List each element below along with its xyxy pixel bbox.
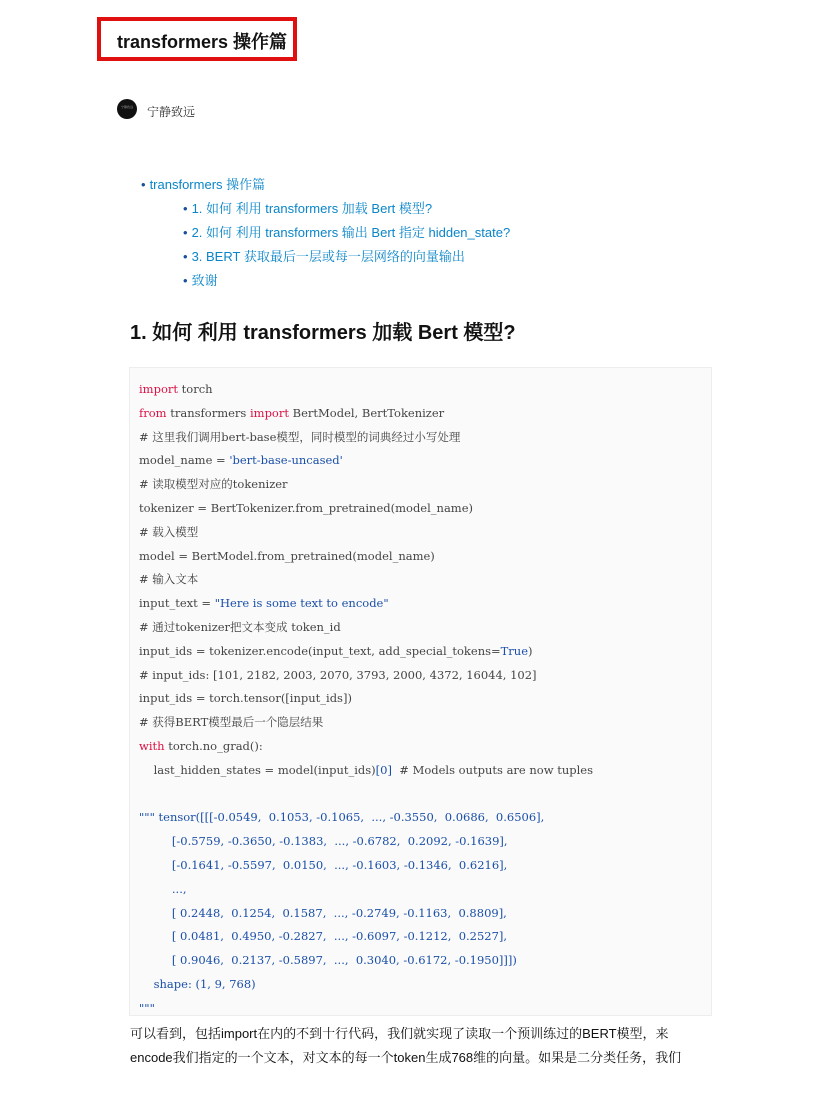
code-token: import bbox=[139, 382, 178, 396]
code-line bbox=[139, 735, 593, 759]
code-block[interactable] bbox=[129, 367, 712, 1016]
code-line bbox=[139, 687, 593, 711]
code-token: """ bbox=[139, 1000, 155, 1015]
code-line bbox=[139, 830, 593, 854]
toc-link-2[interactable]: 2. 如何 利用 transformers 输出 Bert 指定 hidden_state? bbox=[191, 225, 511, 240]
code-token: ) bbox=[528, 643, 533, 658]
code-token: # 载入模型 bbox=[139, 524, 199, 539]
code-line bbox=[139, 925, 593, 949]
code-line bbox=[139, 878, 593, 902]
body-paragraph bbox=[130, 1022, 720, 1070]
code-line bbox=[139, 902, 593, 926]
code-content bbox=[139, 378, 593, 1016]
code-token: True bbox=[500, 643, 529, 658]
code-token: [ 0.9046, 0.2137, -0.5897, ..., 0.3040, -0.6172, -0.1950]]]) bbox=[139, 953, 517, 968]
code-line bbox=[139, 497, 593, 521]
code-token: last_hidden_states = model(input_ids) bbox=[139, 762, 376, 777]
toc-link-top[interactable]: transformers 操作篇 bbox=[149, 177, 266, 192]
code-line bbox=[139, 449, 593, 473]
code-token: model = BertModel.from_pretrained(model_name) bbox=[139, 548, 435, 563]
avatar-text: 宁静致远 bbox=[120, 105, 133, 109]
paragraph-line: 可以看到，包括import在内的不到十行代码，我们就实现了读取一个预训练过的BERT模型，来 bbox=[130, 1026, 669, 1041]
code-line bbox=[139, 402, 593, 426]
code-token: ..., bbox=[139, 881, 187, 896]
table-of-contents bbox=[141, 173, 265, 197]
code-line bbox=[139, 640, 593, 664]
code-token: [0] bbox=[375, 762, 392, 777]
code-token: [ 0.0481, 0.4950, -0.2827, ..., -0.6097, -0.1212, 0.2527], bbox=[139, 929, 508, 944]
code-token: "Here is some text to encode" bbox=[214, 596, 389, 611]
code-line bbox=[139, 545, 593, 569]
code-token: torch.no_grad(): bbox=[164, 738, 263, 753]
code-token: 'bert-base-uncased' bbox=[229, 453, 343, 468]
code-token: input_text = bbox=[139, 596, 215, 611]
paragraph-line: encode我们指定的一个文本，对文本的每一个token生成768维的向量。如果是二分类任务，我们 bbox=[130, 1050, 682, 1065]
code-line bbox=[139, 616, 593, 640]
code-token: BertModel, BertTokenizer bbox=[288, 405, 445, 420]
code-token: [ 0.2448, 0.1254, 0.1587, ..., -0.2749, -0.1163, 0.8809], bbox=[139, 905, 507, 920]
code-line bbox=[139, 664, 593, 688]
code-line bbox=[139, 521, 593, 545]
code-line bbox=[139, 783, 593, 807]
section-heading: 1. 如何 利用 transformers 加载 Bert 模型? bbox=[130, 322, 516, 344]
page-title: transformers 操作篇 bbox=[117, 32, 288, 52]
code-line bbox=[139, 759, 593, 783]
toc-item-top[interactable]: • transformers 操作篇 bbox=[141, 177, 266, 192]
toc-link-thanks[interactable]: 致谢 bbox=[191, 273, 218, 288]
code-token: shape: (1, 9, 768) bbox=[139, 976, 256, 991]
toc-sublist bbox=[183, 197, 510, 293]
code-token: # 输入文本 bbox=[139, 572, 199, 587]
code-token: from bbox=[139, 405, 167, 420]
code-line bbox=[139, 997, 593, 1016]
code-token: model_name = bbox=[139, 453, 230, 468]
code-line bbox=[139, 568, 593, 592]
avatar[interactable] bbox=[117, 99, 137, 119]
toc-item[interactable]: • 致谢 bbox=[183, 273, 218, 288]
code-token: torch bbox=[178, 382, 213, 396]
code-token: # input_ids: [101, 2182, 2003, 2070, 3793, 2000, 4372, 16044, 102] bbox=[139, 667, 537, 682]
toc-item[interactable]: • 2. 如何 利用 transformers 输出 Bert 指定 hidden_state? bbox=[183, 225, 511, 240]
code-token: tokenizer = BertTokenizer.from_pretrained(model_name) bbox=[139, 500, 473, 515]
code-token: [-0.5759, -0.3650, -0.1383, ..., -0.6782, 0.2092, -0.1639], bbox=[139, 834, 508, 849]
code-token: input_ids = torch.tensor([input_ids]) bbox=[139, 691, 352, 706]
code-line bbox=[139, 854, 593, 878]
code-token: input_ids = tokenizer.encode(input_text, add_special_tokens= bbox=[139, 643, 501, 658]
code-line bbox=[139, 426, 593, 450]
code-token: # 通过tokenizer把文本变成 token_id bbox=[139, 619, 341, 634]
code-token: # 这里我们调用bert-base模型，同时模型的词典经过小写处理 bbox=[139, 429, 461, 444]
toc-item[interactable]: • 1. 如何 利用 transformers 加载 Bert 模型? bbox=[183, 201, 433, 216]
code-token: # 读取模型对应的tokenizer bbox=[139, 477, 288, 492]
code-line bbox=[139, 592, 593, 616]
toc-link-1[interactable]: 1. 如何 利用 transformers 加载 Bert 模型? bbox=[191, 201, 433, 216]
code-token: import bbox=[249, 405, 289, 420]
code-line bbox=[139, 378, 593, 402]
toc-link-3[interactable]: 3. BERT 获取最后一层或每一层网络的向量输出 bbox=[191, 249, 465, 264]
code-line bbox=[139, 806, 593, 830]
code-token: [-0.1641, -0.5597, 0.0150, ..., -0.1603, -0.1346, 0.6216], bbox=[139, 857, 508, 872]
code-token: with bbox=[139, 738, 165, 753]
author-name[interactable]: 宁静致远 bbox=[147, 105, 196, 119]
code-token: """ tensor([[[-0.0549, 0.1053, -0.1065, ..., -0.3550, 0.0686, 0.6506], bbox=[139, 810, 545, 825]
toc-item[interactable]: • 3. BERT 获取最后一层或每一层网络的向量输出 bbox=[183, 249, 465, 264]
code-line bbox=[139, 973, 593, 997]
code-token: # Models outputs are now tuples bbox=[391, 762, 593, 777]
code-token: # 获得BERT模型最后一个隐层结果 bbox=[139, 715, 324, 730]
code-line bbox=[139, 473, 593, 497]
code-line bbox=[139, 949, 593, 973]
code-line bbox=[139, 711, 593, 735]
code-token: transformers bbox=[166, 405, 250, 420]
